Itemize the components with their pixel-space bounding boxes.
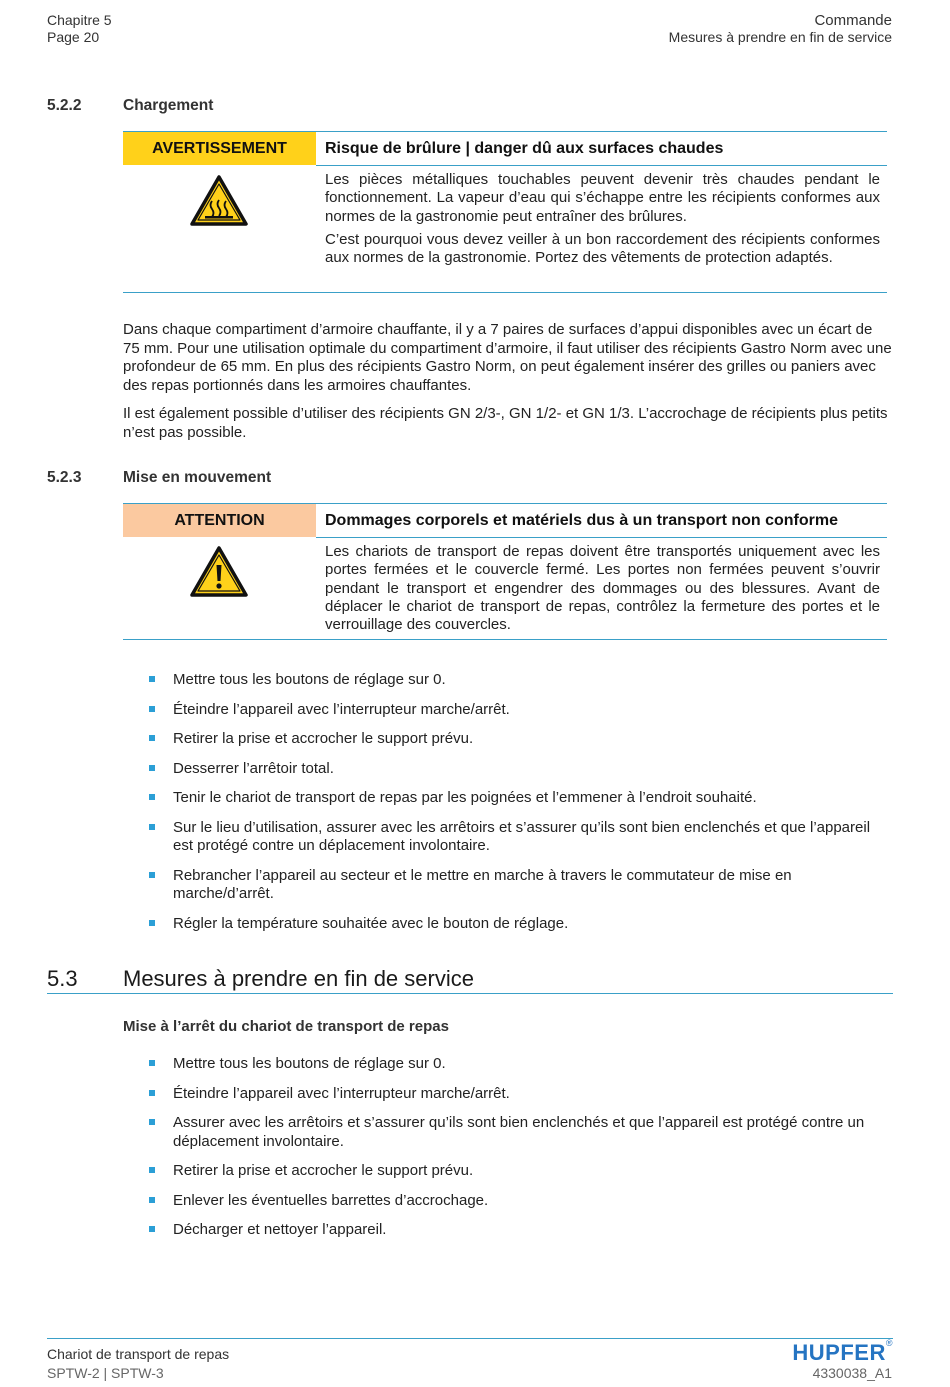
- hupfer-logo: HUPFER®: [792, 1338, 893, 1365]
- footer-product: Chariot de transport de repas: [47, 1346, 230, 1362]
- transport-steps-list: [147, 671, 892, 933]
- attention-signal-word: ATTENTION: [123, 504, 316, 537]
- warning-body-p1: Les pièces métalliques touchables peuvent devenir très chaudes pendant le fonctionnement. La vapeur d’eau qui s’échappe entre les récipients conformes aux normes de la gastronomie peut entraîner des brûlures.: [325, 171, 880, 225]
- list-item: Éteindre l’appareil avec l’interrupteur marche/arrêt.: [147, 1085, 892, 1104]
- footer-models: SPTW-2 | SPTW-3: [47, 1365, 164, 1381]
- list-item: Assurer avec les arrêtoirs et s’assurer qu’ils sont bien enclenchés et que l’appareil est protégé contre un déplacement involontaire.: [147, 1114, 892, 1151]
- list-item: Mettre tous les boutons de réglage sur 0.: [147, 1055, 892, 1074]
- paragraph-gn-containers: Il est également possible d’utiliser des récipients GN 2/3-, GN 1/2- et GN 1/3. L’accrochage de récipients plus petits n’est pas possible.: [123, 405, 888, 441]
- section-number-5-2-3: 5.2.3: [47, 469, 82, 486]
- section-number-5-3: 5.3: [47, 966, 78, 991]
- list-item: Retirer la prise et accrocher le support prévu.: [147, 730, 892, 749]
- page-number: Page 20: [47, 29, 100, 45]
- section-number-5-2-2: 5.2.2: [47, 97, 82, 114]
- footer-doc-number: 4330038_A1: [812, 1365, 892, 1381]
- general-warning-icon: [190, 546, 248, 603]
- paragraph-compartment: Dans chaque compartiment d’armoire chauffante, il y a 7 paires de surfaces d’appui disponibles avec un écart de 75 mm. Pour une utilisation optimale du compartiment d’armoire, il faut utiliser des récipients Gastro Norm avec une profondeur de 65 mm. En plus des récipients Gastro Norm, on peut également insérer des grilles ou paniers avec des repas portionnés dans les armoires chauffantes.: [123, 321, 892, 395]
- attention-box-transport: [123, 503, 887, 640]
- list-item: Rebrancher l’appareil au secteur et le mettre en marche à travers le commutateur de mise en marche/d’arrêt.: [147, 867, 892, 904]
- warning-title: Risque de brûlure | danger dû aux surfaces chaudes: [325, 140, 724, 157]
- hot-surface-warning-icon: [190, 175, 248, 232]
- section-title-mise-en-mouvement: Mise en mouvement: [123, 469, 272, 486]
- list-item: Retirer la prise et accrocher le support prévu.: [147, 1162, 892, 1181]
- attention-body: Les chariots de transport de repas doivent être transportés uniquement avec les portes fermées et le couvercle fermé. Les portes non fermées peuvent s’ouvrir pendant le transport et engendrer des dommages ou des blessures. Avant de déplacer le chariot de transport de repas, contrôlez la fermeture des portes et le verrouillage des couvercles.: [325, 543, 880, 634]
- list-item: Éteindre l’appareil avec l’interrupteur marche/arrêt.: [147, 701, 892, 720]
- header-section-subtitle: Mesures à prendre en fin de service: [668, 29, 892, 45]
- list-item: Mettre tous les boutons de réglage sur 0.: [147, 671, 892, 690]
- chapter-label: Chapitre 5: [47, 12, 112, 28]
- footer-divider: [47, 1338, 893, 1339]
- header-section-title: Commande: [814, 12, 892, 29]
- section-divider: [47, 993, 893, 994]
- list-item: Desserrer l’arrêtoir total.: [147, 760, 892, 779]
- warning-body-p2: C’est pourquoi vous devez veiller à un bon raccordement des récipients conformes aux normes de la gastronomie. Portez des vêtements de protection adaptés.: [325, 230, 880, 267]
- list-item: Sur le lieu d’utilisation, assurer avec les arrêtoirs et s’assurer qu’ils sont bien enclenchés et que l’appareil est protégé contre un déplacement involontaire.: [147, 819, 892, 856]
- subheading-mise-a-larret: Mise à l’arrêt du chariot de transport de repas: [123, 1018, 449, 1035]
- list-item: Décharger et nettoyer l’appareil.: [147, 1221, 892, 1240]
- shutdown-steps-list: [147, 1055, 892, 1240]
- warning-signal-word: AVERTISSEMENT: [123, 132, 316, 165]
- list-item: Régler la température souhaitée avec le bouton de réglage.: [147, 915, 892, 934]
- section-title-chargement: Chargement: [123, 97, 214, 114]
- list-item: Enlever les éventuelles barrettes d’accrochage.: [147, 1192, 892, 1211]
- list-item: Tenir le chariot de transport de repas par les poignées et l’emmener à l’endroit souhaité.: [147, 789, 892, 808]
- warning-box-burn: [123, 131, 887, 293]
- attention-title: Dommages corporels et matériels dus à un transport non conforme: [325, 512, 838, 529]
- section-title-fin-de-service: Mesures à prendre en fin de service: [123, 966, 474, 991]
